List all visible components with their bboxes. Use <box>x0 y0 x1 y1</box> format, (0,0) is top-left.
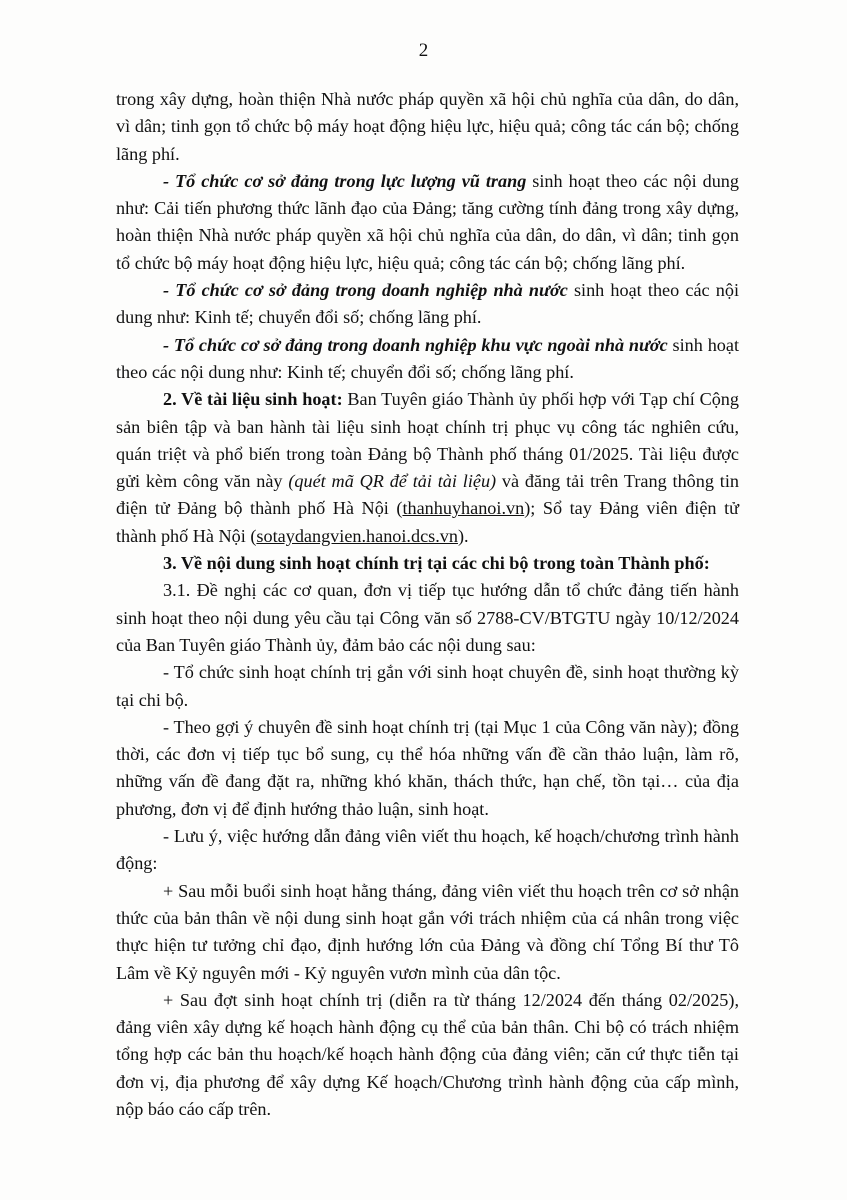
paragraph <box>116 714 739 823</box>
paragraph-text: - Theo gợi ý chuyên đề sinh hoạt chính trị (tại Mục 1 của Công văn này); đồng thời, các đơn vị tiếp tục bổ sung, cụ thể hóa những vấn đề cần thảo luận, làm rõ, những vấn đề đang đặt ra, những khó khăn, thách thức, hạn chế, tồn tại… của địa phương, đơn vị để định hướng thảo luận, sinh hoạt. <box>116 716 739 819</box>
paragraph-text: trong xây dựng, hoàn thiện Nhà nước pháp quyền xã hội chủ nghĩa của dân, do dân, vì dân; tinh gọn tổ chức bộ máy hoạt động hiệu lực, hiệu quả; công tác cán bộ; chống lãng phí. <box>116 89 739 164</box>
page-number: 2 <box>418 40 429 61</box>
paragraph-text: + Sau mỗi buổi sinh hoạt hằng tháng, đảng viên viết thu hoạch trên cơ sở nhận thức của bản thân về nội dung sinh hoạt gắn với trách nhiệm của cá nhân trong việc thực hiện tư tưởng chỉ đạo, định hướng lớn của Đảng và đồng chí Tổng Bí thư Tô Lâm về Kỷ nguyên mới - Kỷ nguyên vươn mình của dân tộc. <box>116 880 739 983</box>
section-heading: 2. Về tài liệu sinh hoạt: <box>163 389 343 410</box>
paragraph-text: - Lưu ý, việc hướng dẫn đảng viên viết thu hoạch, kế hoạch/chương trình hành động: <box>116 826 739 874</box>
paragraph-text: sinh hoạt theo các nội dung như: Kinh tế; chuyển đổi số; chống lãng phí. <box>116 280 740 328</box>
paragraph-armed-forces <box>116 168 739 277</box>
section-2-materials <box>116 386 739 550</box>
paragraph-text: và đăng tải trên Trang thông tin điện tử Đảng bộ thành phố Hà Nội ( <box>116 471 739 519</box>
paragraph-heading: - Tổ chức cơ sở đảng trong doanh nghiệp nhà nước <box>163 280 568 301</box>
paragraph-text: ); Sổ tay Đảng viên điện tử thành phố Hà Nội ( <box>116 498 739 546</box>
paragraph <box>116 659 739 714</box>
paragraph-text: + Sau đợt sinh hoạt chính trị (diễn ra từ tháng 12/2024 đến tháng 02/2025), đảng viên xây dựng kế hoạch hành động cụ thể của bản thân. Chi bộ có trách nhiệm tổng hợp các bản thu hoạch/kế hoạch hành động của đảng viên; căn cứ thực tiễn tại đơn vị, địa phương để xây dựng Kế hoạch/Chương trình hành động của cấp mình, nộp báo cáo cấp trên. <box>116 989 739 1119</box>
paragraph-3-1 <box>116 577 739 659</box>
document-body <box>116 86 739 1123</box>
paragraph-text: sinh hoạt theo các nội dung như: Kinh tế; chuyển đổi số; chống lãng phí. <box>116 334 740 382</box>
section-3-heading <box>116 550 739 577</box>
paragraph <box>116 823 739 878</box>
paragraph <box>116 878 739 987</box>
qr-note: (quét mã QR để tải tài liệu) <box>288 471 497 492</box>
paragraph <box>116 987 739 1123</box>
paragraph-heading: - Tổ chức cơ sở đảng trong lực lượng vũ trang <box>163 170 527 191</box>
paragraph-private-enterprise <box>116 332 739 387</box>
paragraph-text: sinh hoạt theo các nội dung như: Cải tiến phương thức lãnh đạo của Đảng; tăng cường tính đảng trong xây dựng, hoàn thiện Nhà nước pháp quyền xã hội chủ nghĩa của dân, do dân, vì dân; tinh gọn tổ chức bộ máy hoạt động hiệu lực, hiệu quả; công tác cán bộ; chống lãng phí. <box>116 170 739 273</box>
paragraph <box>116 86 739 168</box>
paragraph-text: Ban Tuyên giáo Thành ủy phối hợp với Tạp chí Cộng sản biên tập và ban hành tài liệu sinh hoạt chính trị phục vụ công tác nghiên cứu, quán triệt và phổ biến trong toàn Đảng bộ Thành phố tháng 01/2025. Tài liệu được gửi kèm công văn này <box>116 389 739 492</box>
paragraph-heading: - Tổ chức cơ sở đảng trong doanh nghiệp khu vực ngoài nhà nước <box>163 334 668 355</box>
paragraph-text: ). <box>457 525 469 546</box>
handbook-link[interactable]: sotaydangvien.hanoi.dcs.vn <box>256 525 458 546</box>
paragraph-text: 3.1. Đề nghị các cơ quan, đơn vị tiếp tục hướng dẫn tổ chức đảng tiến hành sinh hoạt theo nội dung yêu cầu tại Công văn số 2788-CV/BTGTU ngày 10/12/2024 của Ban Tuyên giáo Thành ủy, đảm bảo các nội dung sau: <box>116 580 739 655</box>
paragraph-state-enterprise <box>116 277 739 332</box>
section-heading: 3. Về nội dung sinh hoạt chính trị tại các chi bộ trong toàn Thành phố: <box>163 553 710 574</box>
website-link[interactable]: thanhuyhanoi.vn <box>402 498 525 519</box>
paragraph-text: - Tổ chức sinh hoạt chính trị gắn với sinh hoạt chuyên đề, sinh hoạt thường kỳ tại chi bộ. <box>116 662 739 710</box>
